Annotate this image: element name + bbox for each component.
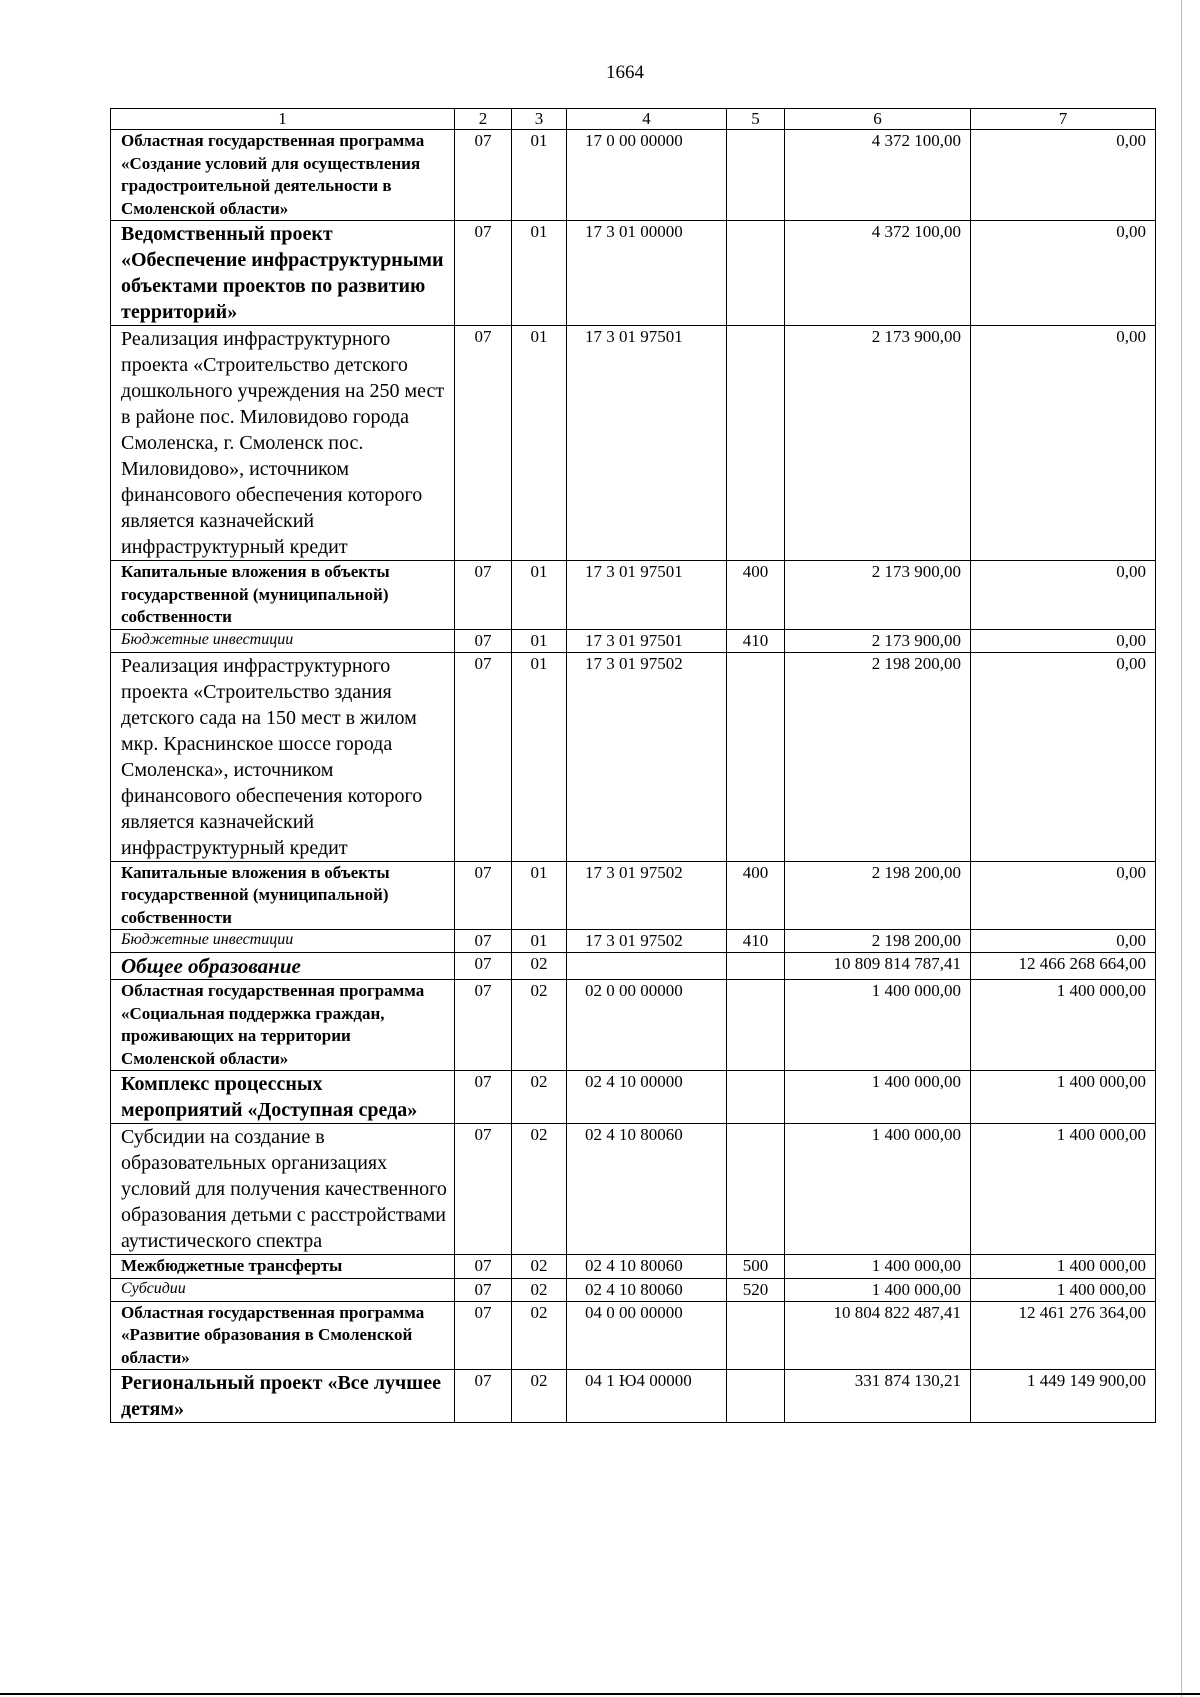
target-article-cell: 02 0 00 00000 (567, 980, 727, 1071)
section-code-cell: 07 (455, 861, 512, 930)
table-row (111, 930, 1156, 953)
amount-col7-cell: 0,00 (971, 629, 1156, 652)
expense-type-cell: 410 (727, 629, 785, 652)
amount-col6-cell: 2 198 200,00 (785, 652, 971, 861)
amount-col7-cell: 0,00 (971, 561, 1156, 630)
target-article-cell: 17 3 01 97501 (567, 326, 727, 561)
target-article-cell: 17 3 01 97501 (567, 561, 727, 630)
amount-col7-cell: 1 400 000,00 (971, 1278, 1156, 1301)
subsection-code-cell: 01 (512, 326, 567, 561)
row-name-cell: Бюджетные инвестиции (111, 930, 455, 953)
target-article-cell: 02 4 10 00000 (567, 1071, 727, 1124)
target-article-cell (567, 953, 727, 980)
section-code-cell: 07 (455, 326, 512, 561)
amount-col7-cell: 0,00 (971, 861, 1156, 930)
table-row (111, 1370, 1156, 1423)
expense-type-cell (727, 1124, 785, 1255)
expense-type-cell (727, 326, 785, 561)
subsection-code-cell: 02 (512, 980, 567, 1071)
amount-col7-cell: 1 400 000,00 (971, 1124, 1156, 1255)
subsection-code-cell: 01 (512, 221, 567, 326)
amount-col6-cell: 4 372 100,00 (785, 221, 971, 326)
row-name-cell: Реализация инфраструктурного проекта «Строительство детского дошкольного учреждения на 250 мест в районе пос. Миловидово города Смоленска, г. Смоленск пос. Миловидово», источником финансового обеспечения которого является казначейский инфраструктурный кредит (111, 326, 455, 561)
amount-col6-cell: 10 804 822 487,41 (785, 1301, 971, 1370)
section-code-cell: 07 (455, 1124, 512, 1255)
subsection-code-cell: 01 (512, 130, 567, 221)
header-cell-7: 7 (971, 109, 1156, 130)
section-code-cell: 07 (455, 652, 512, 861)
page-number: 1664 (606, 62, 644, 83)
target-article-cell: 17 3 01 97502 (567, 861, 727, 930)
header-cell-4: 4 (567, 109, 727, 130)
table-row (111, 861, 1156, 930)
row-name-cell: Субсидии (111, 1278, 455, 1301)
row-name-cell: Региональный проект «Все лучшее детям» (111, 1370, 455, 1423)
table-row (111, 1278, 1156, 1301)
subsection-code-cell: 01 (512, 561, 567, 630)
row-name-cell: Межбюджетные трансферты (111, 1255, 455, 1279)
row-name-cell: Комплекс процессных мероприятий «Доступная среда» (111, 1071, 455, 1124)
row-name-cell: Областная государственная программа «Социальная поддержка граждан, проживающих на территории Смоленской области» (111, 980, 455, 1071)
amount-col7-cell: 0,00 (971, 652, 1156, 861)
section-code-cell: 07 (455, 1278, 512, 1301)
expense-type-cell (727, 1071, 785, 1124)
subsection-code-cell: 01 (512, 652, 567, 861)
subsection-code-cell: 02 (512, 1278, 567, 1301)
expense-type-cell (727, 953, 785, 980)
subsection-code-cell: 01 (512, 861, 567, 930)
expense-type-cell (727, 1301, 785, 1370)
amount-col6-cell: 4 372 100,00 (785, 130, 971, 221)
amount-col6-cell: 2 173 900,00 (785, 629, 971, 652)
row-name-cell: Субсидии на создание в образовательных организациях условий для получения качественного образования детьми с расстройствами аутистического спектра (111, 1124, 455, 1255)
amount-col6-cell: 2 198 200,00 (785, 930, 971, 953)
table-row (111, 221, 1156, 326)
amount-col6-cell: 2 173 900,00 (785, 326, 971, 561)
subsection-code-cell: 02 (512, 1071, 567, 1124)
table-row (111, 1255, 1156, 1279)
subsection-code-cell: 02 (512, 1301, 567, 1370)
section-code-cell: 07 (455, 561, 512, 630)
table-row (111, 130, 1156, 221)
subsection-code-cell: 01 (512, 629, 567, 652)
expense-type-cell: 520 (727, 1278, 785, 1301)
expense-type-cell: 400 (727, 561, 785, 630)
target-article-cell: 02 4 10 80060 (567, 1124, 727, 1255)
header-row (111, 109, 1156, 130)
target-article-cell: 17 3 01 97501 (567, 629, 727, 652)
scan-bottom-line (0, 1693, 1200, 1695)
target-article-cell: 17 0 00 00000 (567, 130, 727, 221)
amount-col7-cell: 0,00 (971, 930, 1156, 953)
amount-col6-cell: 2 198 200,00 (785, 861, 971, 930)
row-name-cell: Областная государственная программа «Развитие образования в Смоленской области» (111, 1301, 455, 1370)
amount-col7-cell: 1 400 000,00 (971, 1255, 1156, 1279)
table-row (111, 561, 1156, 630)
expense-type-cell: 400 (727, 861, 785, 930)
amount-col7-cell: 0,00 (971, 326, 1156, 561)
section-code-cell: 07 (455, 221, 512, 326)
amount-col6-cell: 1 400 000,00 (785, 1278, 971, 1301)
expense-type-cell: 410 (727, 930, 785, 953)
table-row (111, 629, 1156, 652)
amount-col7-cell: 12 466 268 664,00 (971, 953, 1156, 980)
subsection-code-cell: 02 (512, 1124, 567, 1255)
target-article-cell: 17 3 01 00000 (567, 221, 727, 326)
amount-col6-cell: 1 400 000,00 (785, 980, 971, 1071)
row-name-cell: Общее образование (111, 953, 455, 980)
amount-col6-cell: 1 400 000,00 (785, 1124, 971, 1255)
amount-col6-cell: 1 400 000,00 (785, 1255, 971, 1279)
expense-type-cell (727, 130, 785, 221)
target-article-cell: 17 3 01 97502 (567, 930, 727, 953)
amount-col6-cell: 2 173 900,00 (785, 561, 971, 630)
subsection-code-cell: 01 (512, 930, 567, 953)
section-code-cell: 07 (455, 953, 512, 980)
section-code-cell: 07 (455, 930, 512, 953)
table-row (111, 652, 1156, 861)
table-row (111, 1301, 1156, 1370)
section-code-cell: 07 (455, 1370, 512, 1423)
header-cell-3: 3 (512, 109, 567, 130)
header-cell-6: 6 (785, 109, 971, 130)
section-code-cell: 07 (455, 1255, 512, 1279)
table-row (111, 1124, 1156, 1255)
target-article-cell: 04 1 Ю4 00000 (567, 1370, 727, 1423)
header-cell-1: 1 (111, 109, 455, 130)
target-article-cell: 02 4 10 80060 (567, 1255, 727, 1279)
amount-col7-cell: 0,00 (971, 221, 1156, 326)
expense-type-cell (727, 980, 785, 1071)
section-code-cell: 07 (455, 980, 512, 1071)
expense-type-cell (727, 652, 785, 861)
expense-type-cell (727, 221, 785, 326)
subsection-code-cell: 02 (512, 1255, 567, 1279)
scan-edge (1181, 0, 1182, 1697)
amount-col6-cell: 331 874 130,21 (785, 1370, 971, 1423)
row-name-cell: Бюджетные инвестиции (111, 629, 455, 652)
header-cell-5: 5 (727, 109, 785, 130)
table-row (111, 1071, 1156, 1124)
amount-col7-cell: 12 461 276 364,00 (971, 1301, 1156, 1370)
amount-col7-cell: 1 449 149 900,00 (971, 1370, 1156, 1423)
header-cell-2: 2 (455, 109, 512, 130)
target-article-cell: 17 3 01 97502 (567, 652, 727, 861)
row-name-cell: Капитальные вложения в объекты государственной (муниципальной) собственности (111, 861, 455, 930)
subsection-code-cell: 02 (512, 953, 567, 980)
table-row (111, 326, 1156, 561)
row-name-cell: Реализация инфраструктурного проекта «Строительство здания детского сада на 150 мест в жилом мкр. Краснинское шоссе города Смоленска», источником финансового обеспечения которого является казначейский инфраструктурный кредит (111, 652, 455, 861)
row-name-cell: Ведомственный проект «Обеспечение инфраструктурными объектами проектов по развитию территорий» (111, 221, 455, 326)
table-row (111, 953, 1156, 980)
table-row (111, 980, 1156, 1071)
section-code-cell: 07 (455, 130, 512, 221)
section-code-cell: 07 (455, 1071, 512, 1124)
subsection-code-cell: 02 (512, 1370, 567, 1423)
row-name-cell: Капитальные вложения в объекты государственной (муниципальной) собственности (111, 561, 455, 630)
amount-col7-cell: 1 400 000,00 (971, 980, 1156, 1071)
amount-col7-cell: 1 400 000,00 (971, 1071, 1156, 1124)
amount-col6-cell: 10 809 814 787,41 (785, 953, 971, 980)
amount-col7-cell: 0,00 (971, 130, 1156, 221)
section-code-cell: 07 (455, 1301, 512, 1370)
target-article-cell: 02 4 10 80060 (567, 1278, 727, 1301)
expense-type-cell: 500 (727, 1255, 785, 1279)
expense-type-cell (727, 1370, 785, 1423)
amount-col6-cell: 1 400 000,00 (785, 1071, 971, 1124)
section-code-cell: 07 (455, 629, 512, 652)
budget-table (110, 108, 1156, 1423)
target-article-cell: 04 0 00 00000 (567, 1301, 727, 1370)
row-name-cell: Областная государственная программа «Создание условий для осуществления градостроительной деятельности в Смоленской области» (111, 130, 455, 221)
